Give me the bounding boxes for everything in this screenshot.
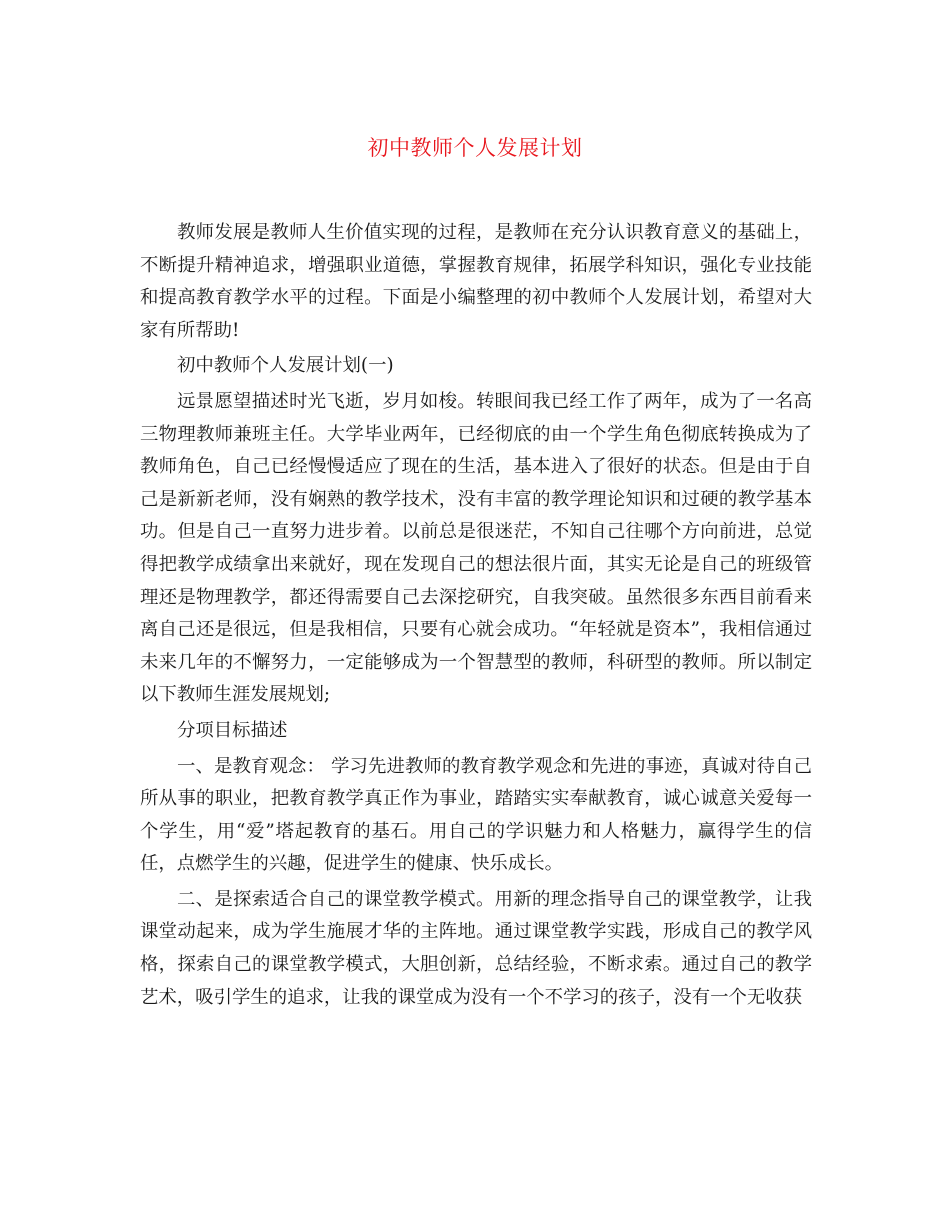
goal-paragraph-teaching-mode: 二、是探索适合自己的课堂教学模式。用新的理念指导自己的课堂教学，让我课堂动起来，成为学生施展才华的主阵地。通过课堂教学实践，形成自己的教学风格，探索自己的课堂教学模式，大胆创新，总结经验，不断求索。通过自己的教学艺术，吸引学生的追求，让我的课堂成为没有一个不学习的孩子，没有一个无收获: [140, 888, 812, 1008]
goal-paragraph-education-concept: 一、是教育观念： 学习先进教师的教育教学观念和先进的事迹，真诚对待自己所从事的职业，把教育教学真正作为事业，踏踏实实奉献教育，诚心诚意关爱每一个学生，用“爱”塔起教育的基石。用自己的学识魅力和人格魅力，赢得学生的信任，点燃学生的兴趣，促进学生的健康、快乐成长。: [140, 755, 812, 875]
section-heading-goals: 分项目标描述: [177, 719, 288, 741]
section-heading-plan-one: 初中教师个人发展计划(一): [177, 355, 394, 377]
document-title: 初中教师个人发展计划: [367, 136, 583, 160]
vision-paragraph: 远景愿望描述时光飞逝，岁月如梭。转眼间我已经工作了两年，成为了一名高三物理教师兼班主任。大学毕业两年，已经彻底的由一个学生角色彻底转换成为了教师角色，自己已经慢慢适应了现在的生活，基本进入了很好的状态。但是由于自己是新新老师，没有娴熟的教学技术，没有丰富的教学理论知识和过硬的教学基本功。但是自己一直努力进步着。以前总是很迷茫，不知自己往哪个方向前进，总觉得把教学成绩拿出来就好，现在发现自己的想法很片面，其实无论是自己的班级管理还是物理教学，都还得需要自己去深挖研究，自我突破。虽然很多东西目前看来离自己还是很远，但是我相信，只要有心就会成功。“年轻就是资本”，我相信通过未来几年的不懈努力，一定能够成为一个智慧型的教师，科研型的教师。所以制定以下教师生涯发展规划;: [140, 390, 812, 706]
intro-paragraph: 教师发展是教师人生价值实现的过程，是教师在充分认识教育意义的基础上，不断提升精神追求，增强职业道德，掌握教育规律，拓展学科知识，强化专业技能和提高教育教学水平的过程。下面是小编整理的初中教师个人发展计划，希望对大家有所帮助!: [140, 222, 812, 341]
document-body: [140, 217, 812, 1014]
